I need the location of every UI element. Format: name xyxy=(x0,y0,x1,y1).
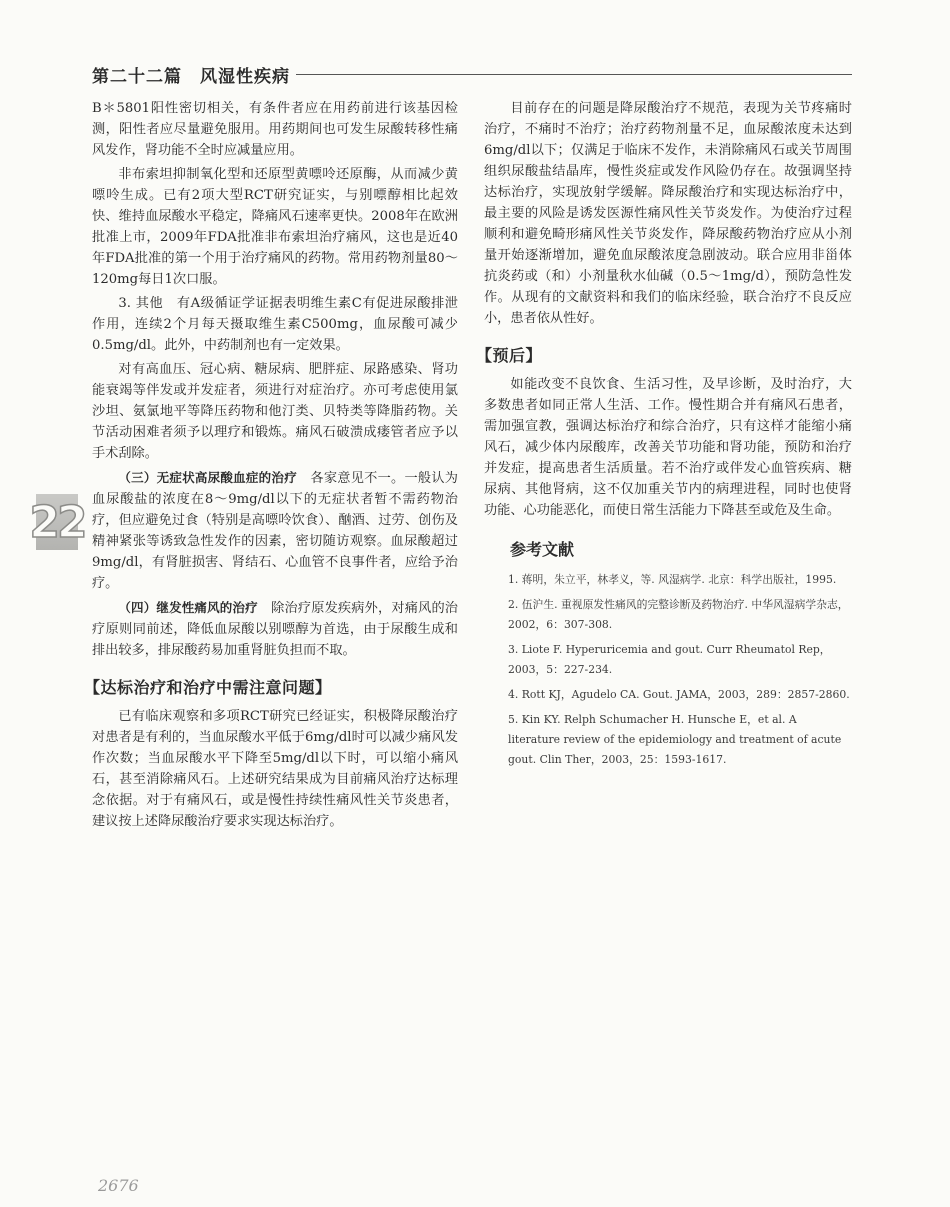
reference-item: 5. Kin KY. Relph Schumacher H. Hunsche E，et al. A literature review of the epidemiology and treatment of acute gout. Clin Ther，2003，25：1593-1617. xyxy=(508,713,842,766)
right-column xyxy=(476,98,852,775)
left-column xyxy=(84,98,458,832)
paragraph: 目前存在的问题是降尿酸治疗不规范，表现为关节疼痛时治疗，不痛时不治疗；治疗药物剂量不足，血尿酸浓度未达到6mg/dl以下；仅满足于临床不发作，未消除痛风石或关节周围组织尿酸盐结晶库，慢性炎症或发作风险仍存在。故强调坚持达标治疗，实现放射学缓解。降尿酸治疗和实现达标治疗中，最主要的风险是诱发医源性痛风性关节炎发作。为使治疗过程顺利和避免畸形痛风性关节炎发作，降尿酸药物治疗应从小剂量开始逐渐增加，避免血尿酸浓度急剧波动。联合应用非甾体抗炎药或（和）小剂量秋水仙碱（0.5～1mg/d），预防急性发作。从现有的文献资料和我们的临床经验，联合治疗不良反应小，患者依从性好。 xyxy=(484,101,852,326)
running-header xyxy=(92,62,852,88)
page-number: 2676 xyxy=(98,1176,139,1195)
paragraph-body: 各家意见不一。一般认为血尿酸盐的浓度在8～9mg/dl以下的无症状者暂不需药物治疗，但应避免过食（特别是高嘌呤饮食）、酗酒、过劳、创伤及精神紧张等诱致急性发作的因素，密切随访观察。血尿酸超过9mg/dl，有肾脏损害、肾结石、心血管不良事件者，应给予治疗。 xyxy=(92,471,458,591)
section-heading-prognosis: 【预后】 xyxy=(476,346,543,365)
paragraph xyxy=(92,467,458,594)
paragraph xyxy=(92,597,458,661)
chapter-tab: 22 xyxy=(36,494,78,550)
references-heading: 参考文献 xyxy=(510,540,575,559)
section-title: 第二十二篇 风湿性疾病 xyxy=(92,62,296,87)
paragraph: 3. 其他 有A级循证学证据表明维生素C有促进尿酸排泄作用，连续2个月每天摄取维生素C500mg，血尿酸可减少0.5mg/dl。此外，中药制剂也有一定效果。 xyxy=(92,296,458,353)
paragraph: 如能改变不良饮食、生活习性，及早诊断，及时治疗，大多数患者如同正常人生活、工作。慢性期合并有痛风石患者，需加强宣教，强调达标治疗和综合治疗，只有这样才能缩小痛风石，减少体内尿酸库，改善关节功能和肾功能，预防和治疗并发症，提高患者生活质量。若不治疗或伴发心血管疾病、糖尿病、其他肾病，这不仅加重关节内的病理进程，同时也使肾功能、心功能恶化，而使日常生活能力下降甚至或危及生命。 xyxy=(484,377,852,518)
section-heading-target-therapy: 【达标治疗和治疗中需注意问题】 xyxy=(84,678,332,697)
paragraph: 非布索坦抑制氧化型和还原型黄嘌呤还原酶，从而减少黄嘌呤生成。已有2项大型RCT研究证实，与别嘌醇相比起效快、维持血尿酸水平稳定，降痛风石速率更快。2008年在欧洲批准上市，2009年FDA批准非布索坦治疗痛风，这也是近40年FDA批准的第一个用于治疗痛风的药物。常用药物剂量80～120mg每日1次口服。 xyxy=(92,167,458,287)
paragraph: 对有高血压、冠心病、糖尿病、肥胖症、尿路感染、肾功能衰竭等伴发或并发症者，须进行对症治疗。亦可考虑使用氯沙坦、氨氯地平等降压药物和他汀类、贝特类等降脂药物。关节活动困难者须予以理疗和锻炼。痛风石破溃成瘘管者应予以手术刮除。 xyxy=(92,362,458,461)
reference-item: 4. Rott KJ，Agudelo CA. Gout. JAMA，2003，289：2857-2860. xyxy=(508,688,850,701)
paragraph: B＊5801阳性密切相关，有条件者应在用药前进行该基因检测，阳性者应尽量避免服用。用药期间也可发生尿酸转移性痛风发作，肾功能不全时应减量应用。 xyxy=(92,101,458,158)
reference-item: 2. 伍沪生. 重视原发性痛风的完整诊断及药物治疗. 中华风湿病学杂志，2002，6：307-308. xyxy=(508,598,849,631)
paragraph: 已有临床观察和多项RCT研究已经证实，积极降尿酸治疗对患者是有利的，当血尿酸水平低于6mg/dl时可以减少痛风发作次数；当血尿酸水平下降至5mg/dl以下时，可以缩小痛风石，甚至消除痛风石。上述研究结果成为目前痛风治疗达标理念依据。对于有痛风石，或是慢性持续性痛风性关节炎患者，建议按上述降尿酸治疗要求实现达标治疗。 xyxy=(92,709,458,829)
reference-list xyxy=(484,570,852,770)
subheading: （四）继发性痛风的治疗 xyxy=(118,600,258,615)
paragraph-body: 除治疗原发疾病外，对痛风的治疗原则同前述，降低血尿酸以别嘌醇为首选，由于尿酸生成和排出较多，排尿酸药易加重肾脏负担而不取。 xyxy=(92,601,458,658)
reference-item: 1. 蒋明，朱立平，林孝义，等. 风湿病学. 北京：科学出版社，1995. xyxy=(508,573,837,586)
subheading: （三）无症状高尿酸血症的治疗 xyxy=(118,470,297,485)
reference-item: 3. Liote F. Hyperuricemia and gout. Curr Rheumatol Rep，2003，5：227-234. xyxy=(508,643,831,676)
